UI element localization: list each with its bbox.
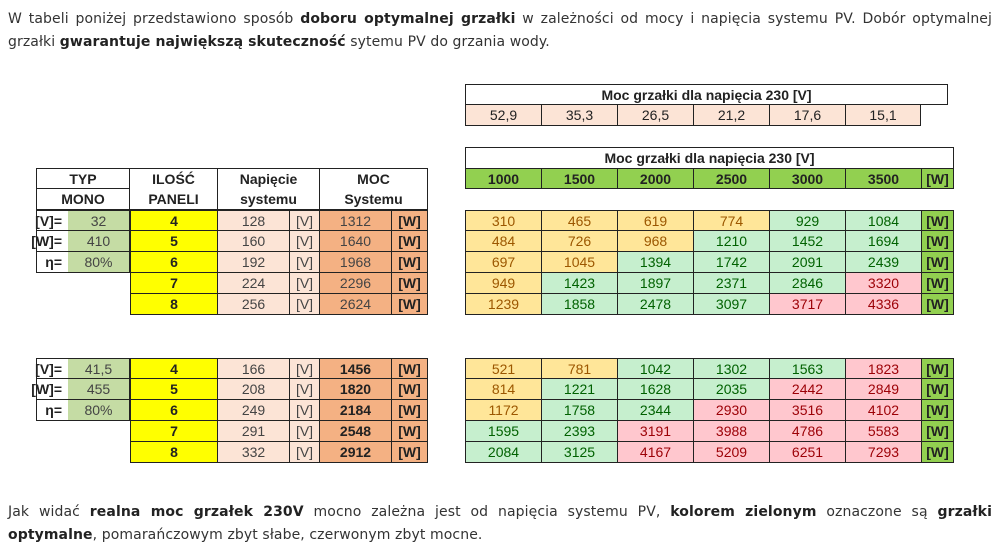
heater-power-cell: 5209 <box>693 442 769 463</box>
heater-power-cell: 310 <box>465 210 541 231</box>
row-unit: [W] <box>921 421 954 442</box>
header-ilosc: ILOŚĆ <box>130 168 218 189</box>
system-voltage: 128 <box>218 210 290 231</box>
heater-power-cell: 2091 <box>769 252 845 273</box>
heater-power-cell: 697 <box>465 252 541 273</box>
outro-text-4: , pomarańczowym zbyt słabe, czerwonym zbyt mocne. <box>92 527 483 543</box>
power-header-col: 1000 <box>465 168 541 189</box>
resistance-value: 35,3 <box>541 105 617 126</box>
power-unit: [W] <box>392 231 428 252</box>
panel-count: 8 <box>130 442 218 463</box>
heater-power-cell: 2439 <box>845 252 921 273</box>
heater-power-cell: 2846 <box>769 273 845 294</box>
panel-param-value: 80% <box>68 252 130 273</box>
intro-text-2: w zależności od mocy i napięcia systemu PV. Dobór optymalnej grzałki <box>8 11 993 50</box>
heater-power-cell: 4102 <box>845 400 921 421</box>
system-power: 2912 <box>320 442 392 463</box>
heater-power-cell: 2442 <box>769 379 845 400</box>
heater-power-cell: 1394 <box>617 252 693 273</box>
system-voltage: 249 <box>218 400 290 421</box>
panel-param-label: η= <box>36 400 68 421</box>
row-unit: [W] <box>921 442 954 463</box>
heater-power-cell: 2344 <box>617 400 693 421</box>
heater-power-cell: 2930 <box>693 400 769 421</box>
panel-param-value: 455 <box>68 379 130 400</box>
heater-power-cell: 1302 <box>693 358 769 379</box>
system-power: 2296 <box>320 273 392 294</box>
power-unit: [W] <box>392 379 428 400</box>
voltage-unit: [V] <box>290 210 320 231</box>
voltage-unit: [V] <box>290 442 320 463</box>
system-voltage: 208 <box>218 379 290 400</box>
row-unit: [W] <box>921 379 954 400</box>
system-power: 1640 <box>320 231 392 252</box>
heater-power-cell: 5583 <box>845 421 921 442</box>
row-unit: [W] <box>921 273 954 294</box>
power-unit: [W] <box>392 294 428 315</box>
heater-power-cell: 1858 <box>541 294 617 315</box>
heater-power-cell: 521 <box>465 358 541 379</box>
voltage-unit: [V] <box>290 421 320 442</box>
heater-power-cell: 781 <box>541 358 617 379</box>
row-unit: [W] <box>921 252 954 273</box>
heater-power-cell: 619 <box>617 210 693 231</box>
power-unit: [W] <box>392 210 428 231</box>
heater-power-cell: 1239 <box>465 294 541 315</box>
outro-bold-3: grzałki optymalne <box>8 504 992 543</box>
power-header-col: 3500 <box>845 168 921 189</box>
header-systemu-2: Systemu <box>320 189 428 210</box>
panel-param-value: 32 <box>68 210 130 231</box>
panel-count: 6 <box>130 252 218 273</box>
heater-power-cell: 4336 <box>845 294 921 315</box>
power-header-unit: [W] <box>921 168 954 189</box>
heater-power-cell: 929 <box>769 210 845 231</box>
voltage-unit: [V] <box>290 273 320 294</box>
power-header-col: 2500 <box>693 168 769 189</box>
intro-bold-2: gwarantuje największą skuteczność <box>59 34 346 50</box>
heater-power-cell: 1823 <box>845 358 921 379</box>
voltage-unit: [V] <box>290 294 320 315</box>
heater-power-cell: 3125 <box>541 442 617 463</box>
heater-power-cell: 465 <box>541 210 617 231</box>
row-unit: [W] <box>921 294 954 315</box>
heater-power-cell: 3988 <box>693 421 769 442</box>
power-header-col: 3000 <box>769 168 845 189</box>
panel-count: 4 <box>130 358 218 379</box>
system-power: 2624 <box>320 294 392 315</box>
heater-power-cell: 1452 <box>769 231 845 252</box>
heater-power-cell: 726 <box>541 231 617 252</box>
system-power: 1312 <box>320 210 392 231</box>
outro-text-3: oznaczone są <box>816 504 938 520</box>
power-unit: [W] <box>392 273 428 294</box>
heater-power-cell: 6251 <box>769 442 845 463</box>
heater-power-cell: 484 <box>465 231 541 252</box>
heater-power-cell: 3320 <box>845 273 921 294</box>
outro-bold-2: kolorem zielonym <box>670 504 817 520</box>
power-header-col: 2000 <box>617 168 693 189</box>
resistance-title: Moc grzałki dla napięcia 230 [V] <box>465 84 948 105</box>
system-voltage: 192 <box>218 252 290 273</box>
intro-text-1: W tabeli poniżej przedstawiono sposób <box>8 11 301 27</box>
power-header-col: 1500 <box>541 168 617 189</box>
power-unit: [W] <box>392 400 428 421</box>
heater-power-cell: 2371 <box>693 273 769 294</box>
intro-text-3: sytemu PV do grzania wody. <box>345 34 550 50</box>
outro-text-2: mocno zależna jest od napięcia systemu PV, <box>303 504 671 520</box>
panel-count: 4 <box>130 210 218 231</box>
intro-bold-1: doboru optymalnej grzałki <box>300 11 516 27</box>
resistance-value: 15,1 <box>845 105 921 126</box>
heater-power-cell: 968 <box>617 231 693 252</box>
power-unit: [W] <box>392 442 428 463</box>
heater-power-cell: 1084 <box>845 210 921 231</box>
system-power: 2548 <box>320 421 392 442</box>
panel-count: 5 <box>130 379 218 400</box>
system-power: 1968 <box>320 252 392 273</box>
header-systemu: systemu <box>218 189 320 210</box>
heater-power-cell: 814 <box>465 379 541 400</box>
heater-power-cell: 1423 <box>541 273 617 294</box>
panel-param-label: [V]= <box>36 358 68 379</box>
outro-bold-1: realna moc grzałek 230V <box>89 504 304 520</box>
heater-power-cell: 4786 <box>769 421 845 442</box>
voltage-unit: [V] <box>290 379 320 400</box>
heater-power-cell: 1758 <box>541 400 617 421</box>
heater-power-cell: 3097 <box>693 294 769 315</box>
heater-power-cell: 1210 <box>693 231 769 252</box>
voltage-unit: [V] <box>290 231 320 252</box>
heater-power-cell: 774 <box>693 210 769 231</box>
system-voltage: 166 <box>218 358 290 379</box>
panel-param-value: 410 <box>68 231 130 252</box>
heater-power-cell: 1045 <box>541 252 617 273</box>
panel-param-label: [W]= <box>36 379 68 400</box>
heater-power-cell: 949 <box>465 273 541 294</box>
system-voltage: 332 <box>218 442 290 463</box>
row-unit: [W] <box>921 400 954 421</box>
system-voltage: 160 <box>218 231 290 252</box>
heater-power-cell: 3516 <box>769 400 845 421</box>
heater-power-cell: 1172 <box>465 400 541 421</box>
panel-count: 7 <box>130 421 218 442</box>
heater-power-cell: 2478 <box>617 294 693 315</box>
heater-power-cell: 1221 <box>541 379 617 400</box>
heater-power-cell: 2849 <box>845 379 921 400</box>
heater-power-cell: 1694 <box>845 231 921 252</box>
panel-count: 8 <box>130 294 218 315</box>
power-unit: [W] <box>392 252 428 273</box>
header-mono: MONO <box>36 189 130 210</box>
resistance-value: 17,6 <box>769 105 845 126</box>
header-moc: MOC <box>320 168 428 189</box>
heater-power-cell: 2035 <box>693 379 769 400</box>
heater-power-cell: 2084 <box>465 442 541 463</box>
outro-paragraph <box>8 501 992 547</box>
panel-param-value: 80% <box>68 400 130 421</box>
power-unit: [W] <box>392 421 428 442</box>
heater-power-cell: 1742 <box>693 252 769 273</box>
header-paneli: PANELI <box>130 189 218 210</box>
voltage-unit: [V] <box>290 400 320 421</box>
panel-param-label: η= <box>36 252 68 273</box>
header-napiecie: Napięcie <box>218 168 320 189</box>
heater-power-cell: 1628 <box>617 379 693 400</box>
voltage-unit: [V] <box>290 252 320 273</box>
panel-count: 7 <box>130 273 218 294</box>
panel-count: 5 <box>130 231 218 252</box>
resistance-value: 26,5 <box>617 105 693 126</box>
heater-power-cell: 3717 <box>769 294 845 315</box>
panel-param-label: [V]= <box>36 210 68 231</box>
heater-power-cell: 2393 <box>541 421 617 442</box>
voltage-unit: [V] <box>290 358 320 379</box>
power-header-title: Moc grzałki dla napięcia 230 [V] <box>465 147 954 168</box>
heater-power-cell: 3191 <box>617 421 693 442</box>
resistance-value: 21,2 <box>693 105 769 126</box>
system-power: 2184 <box>320 400 392 421</box>
heater-power-cell: 4167 <box>617 442 693 463</box>
row-unit: [W] <box>921 210 954 231</box>
panel-count: 6 <box>130 400 218 421</box>
system-voltage: 224 <box>218 273 290 294</box>
heater-power-cell: 1042 <box>617 358 693 379</box>
outro-text-1: Jak widać <box>8 504 90 520</box>
row-unit: [W] <box>921 231 954 252</box>
system-power: 1456 <box>320 358 392 379</box>
panel-param-value: 41,5 <box>68 358 130 379</box>
system-power: 1820 <box>320 379 392 400</box>
heater-power-cell: 7293 <box>845 442 921 463</box>
system-voltage: 256 <box>218 294 290 315</box>
power-unit: [W] <box>392 358 428 379</box>
heater-power-cell: 1595 <box>465 421 541 442</box>
resistance-value: 52,9 <box>465 105 541 126</box>
heater-power-cell: 1897 <box>617 273 693 294</box>
panel-param-label: [W]= <box>36 231 68 252</box>
system-voltage: 291 <box>218 421 290 442</box>
row-unit: [W] <box>921 358 954 379</box>
header-typ: TYP <box>36 168 130 189</box>
heater-power-cell: 1563 <box>769 358 845 379</box>
